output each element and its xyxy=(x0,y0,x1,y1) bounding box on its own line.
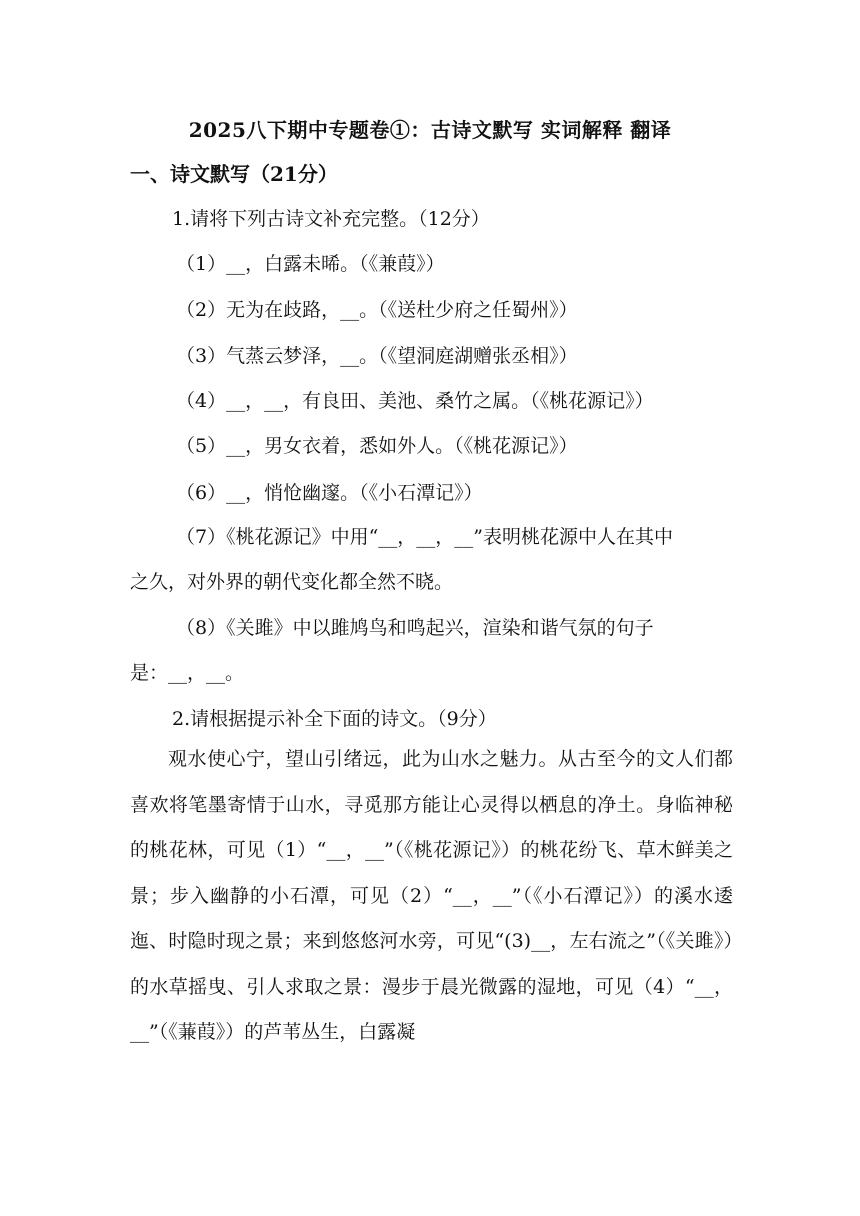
document-title: 2025八下期中专题卷①：古诗文默写 实词解释 翻译 xyxy=(188,118,672,142)
question-item: （6）__，悄怆幽邃。（《小石潭记》） xyxy=(176,482,483,504)
question-item: （4）__，__，有良田、美池、桑竹之属。（《桃花源记》） xyxy=(176,390,654,412)
question-item-continuation: 是：__，__。 xyxy=(130,662,245,684)
question-2-prompt: 2.请根据提示补全下面的诗文。（9分） xyxy=(172,708,497,730)
question-2-paragraph: 观水使心宁，望山引绪远，此为山水之魅力。从古至今的文人们都喜欢将笔墨寄情于山水，寻觅那方能让心灵得以栖息的净土。身临神秘的桃花林，可见（1）“__，__”（《桃花源记》）的桃花纷飞、草木鲜美之景；步入幽静的小石潭，可见（2）“__，__”（《小石潭记》）的溪水逶迤、时隐时现之景；来到悠悠河水旁，可见“(3)__，左右流之”（《关雎》）的水草摇曳、引人求取之景：漫步于晨光微露的湿地，可见（4）“__，__”（《蒹葭》）的芦苇丛生，白露凝 xyxy=(130,748,733,1043)
question-item: （5）__，男女衣着，悉如外人。（《桃花源记》） xyxy=(176,435,578,457)
question-item: （8）《关雎》中以雎鸠鸟和鸣起兴，渲染和谐气氛的句子 xyxy=(176,617,654,639)
question-item-continuation: 之久，对外界的朝代变化都全然不晓。 xyxy=(130,571,454,593)
question-item: （2）无为在歧路，__。（《送杜少府之任蜀州》） xyxy=(176,299,578,321)
section-heading: 一、诗文默写（21分） xyxy=(130,162,338,186)
question-item: （7）《桃花源记》中用“__，__，__”表明桃花源中人在其中 xyxy=(176,526,674,548)
question-item: （3）气蒸云梦泽，__。（《望洞庭湖赠张丞相》） xyxy=(176,345,578,367)
question-item: （1）__，白露未晞。（《兼葭》） xyxy=(176,253,445,275)
question-1-prompt: 1.请将下列古诗文补充完整。（12分） xyxy=(172,208,490,230)
